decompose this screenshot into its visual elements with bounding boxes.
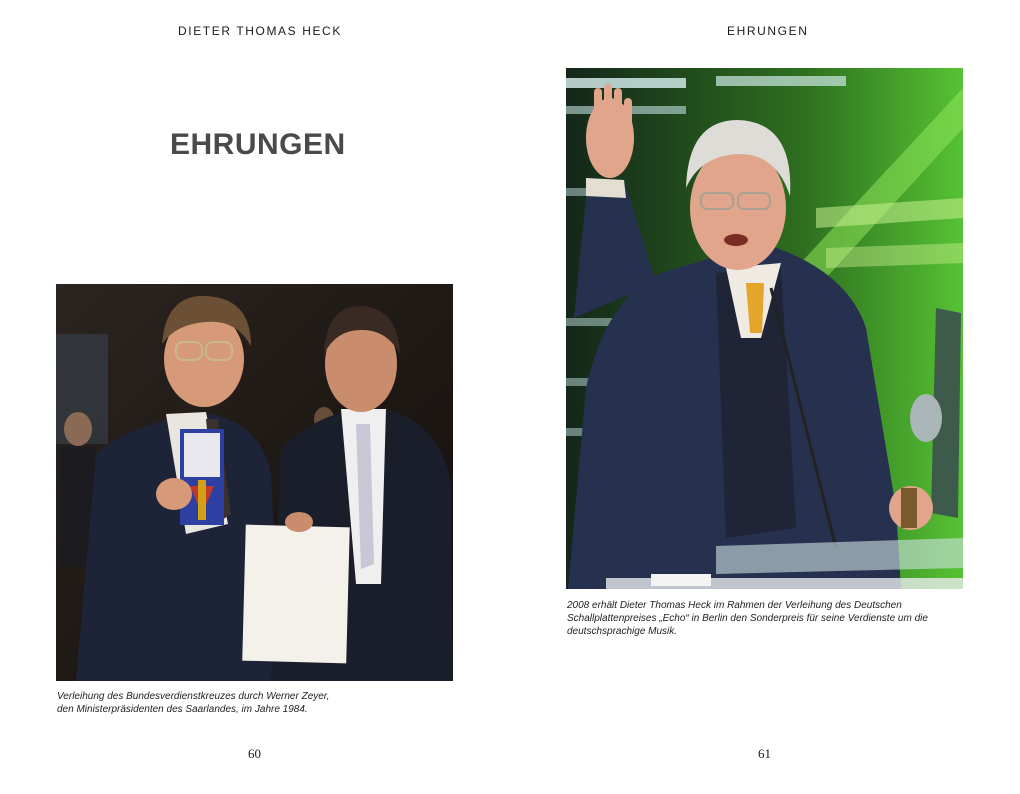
caption-line: Verleihung des Bundesverdienstkreuzes durch Werner Zeyer, xyxy=(57,691,330,702)
page-number: 61 xyxy=(758,746,771,761)
caption-line: den Ministerpräsidenten des Saarlandes, im Jahre 1984. xyxy=(57,704,308,715)
right-page xyxy=(510,0,1020,794)
caption-line: 2008 erhält Dieter Thomas Heck im Rahmen der Verleihung des Deutschen xyxy=(567,600,902,611)
caption-line: Schallplattenpreises „Echo“ in Berlin den Sonderpreis für seine Verdienste um die xyxy=(567,613,928,624)
caption-line: deutschsprachige Musik. xyxy=(567,626,678,637)
chapter-title: EHRUNGEN xyxy=(170,128,346,161)
page-number: 60 xyxy=(248,746,261,761)
running-head: DIETER THOMAS HECK xyxy=(178,24,342,38)
photo-caption xyxy=(57,690,357,716)
award-ceremony-photo xyxy=(56,284,453,681)
echo-award-photo xyxy=(566,68,963,589)
photo-caption xyxy=(567,599,947,638)
running-head: EHRUNGEN xyxy=(727,24,809,38)
